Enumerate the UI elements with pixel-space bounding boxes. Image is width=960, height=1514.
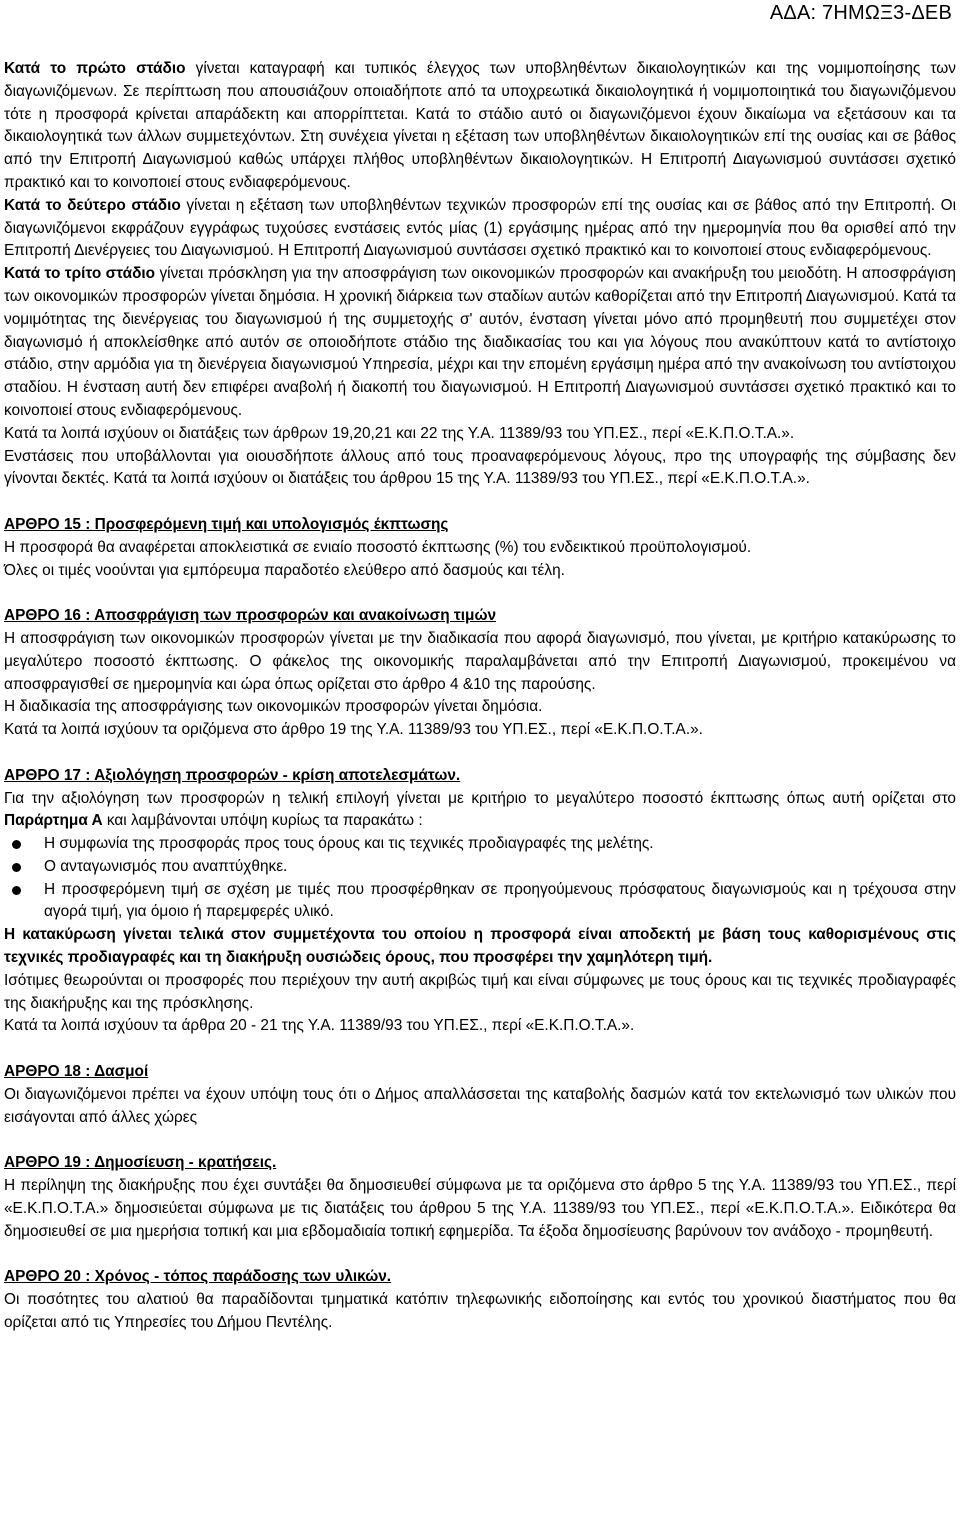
article-15-line-2: Όλες οι τιμές νοούνται για εμπόρευμα παραδοτέο ελεύθερο από δασμούς και τέλη. bbox=[4, 561, 565, 579]
article-17-paragraph-2: Ισότιμες θεωρούνται οι προσφορές που περιέχουν την αυτή ακριβώς τιμή και είναι σύμφωνες με τους όρους και τις τεχνικές προδιαγραφές της διακήρυξης και της πρόσκλησης. bbox=[4, 971, 956, 1012]
article-16-heading: ΑΡΘΡΟ 16 : Αποσφράγιση των προσφορών και ανακοίνωση τιμών bbox=[4, 607, 497, 625]
article-20-heading: ΑΡΘΡΟ 20 : Χρόνος - τόπος παράδοσης των υλικών. bbox=[4, 1268, 392, 1286]
paragraph-third-stage: Κατά το τρίτο στάδιο γίνεται πρόσκληση για την αποσφράγιση των οικονομικών προσφορών και ανακήρυξη του μειοδότη. Η αποσφράγιση των οικονομικών προσφορών γίνεται δημόσια. Η χρονική διάρκεια των σταδίων αυτών καθορίζεται από την Επιτροπή Διαγωνισμού. Κατά τα νομιμότητας της διενέργειας του διαγωνισμού ή της συμμετοχής σ' αυτόν, ένσταση γίνεται μόνο από προμηθευτή που συμμετέχει στον διαγωνισμό ή αποκλείσθηκε από αυτόν σε οποιοδήποτε στάδιο της διαδικασίας του και για λόγους που ανακύπτουν κατά το αντίστοιχο στάδιο, στην αρμόδια για τη διενέργεια διαγωνισμού Υπηρεσία, μέχρι και την επομένη εργάσιμη ημέρα από την ανακοίνωση του αντίστοιχου σταδίου. Η ένσταση αυτή δεν επιφέρει αναβολή ή διακοπή του διαγωνισμού. Η Επιτροπή Διαγωνισμού συντάσσει σχετικό πρακτικό και το κοινοποιεί στους ενδιαφερόμενους. bbox=[4, 265, 956, 419]
article-17-intro: Για την αξιολόγηση των προσφορών η τελική επιλογή γίνεται με κριτήριο το μεγαλύτερο ποσοστό έκπτωσης όπως αυτή ορίζεται στο Παράρτημα Α και λαμβάνονται υπόψη κυρίως τα παρακάτω : bbox=[4, 789, 956, 830]
paragraph-objections: Ενστάσεις που υποβάλλονται για οιουσδήποτε άλλους από τους προαναφερόμενους λόγους, προ της υπογραφής της σύμβασης δεν γίνονται δεκτές. Κατά τα λοιπά ισχύουν οι διατάξεις του άρθρου 15 της Υ.Α. 11389/93 του ΥΠ.ΕΣ., περί «Ε.Κ.Π.Ο.Τ.Α.». bbox=[4, 447, 956, 488]
article-17-heading: ΑΡΘΡΟ 17 : Αξιολόγηση προσφορών - κρίση αποτελεσμάτων. bbox=[4, 766, 461, 784]
article-19-heading: ΑΡΘΡΟ 19 : Δημοσίευση - κρατήσεις. bbox=[4, 1154, 277, 1172]
bold-lead: Κατά το δεύτερο στάδιο bbox=[4, 196, 181, 214]
paragraph-first-stage: Κατά το πρώτο στάδιο γίνεται καταγραφή και τυπικός έλεγχος των υποβληθέντων δικαιολογητικών και της νομιμοποίησης των διαγωνιζόμενων. Σε περίπτωση που απουσιάζουν οποιαδήποτε από τα υποχρεωτικά δικαιολογητικά ή νομιμοποιητικά του διαγωνιζόμενου τότε η προσφορά κρίνεται απαράδεκτη και απορρίπτεται. Κατά το στάδιο αυτό οι διαγωνιζόμενοι έχουν δικαίωμα να εξετάσουν και τα δικαιολογητικά των άλλων συμμετεχόντων. Στη συνέχεια γίνεται η εξέταση των υποβληθέντων δικαιολογητικών επί της ουσίας και σε βάθος από την Επιτροπή Διαγωνισμού καθώς υπάρχει πλήθος υποβληθέντων δικαιολογητικών. Η Επιτροπή Διαγωνισμού συντάσσει σχετικό πρακτικό και το κοινοποιεί στους ενδιαφερόμενους. bbox=[4, 60, 957, 191]
article-15-line-1: Η προσφορά θα αναφέρεται αποκλειστικά σε ενιαίο ποσοστό έκπτωσης (%) του ενδεικτικού προϋπολογισμού. bbox=[4, 538, 752, 556]
article-17-award-paragraph: Η κατακύρωση γίνεται τελικά στον συμμετέχοντα του οποίου η προσφορά είναι αποδεκτή με βάση τους καθορισμένους στις τεχνικές προδιαγραφές και τη διακήρυξη ουσιώδεις όρους, που προσφέρει την χαμηλότερη τιμή. bbox=[4, 926, 956, 967]
list-item: Ο ανταγωνισμός που αναπτύχθηκε. bbox=[44, 856, 956, 879]
document-body bbox=[4, 58, 956, 1335]
annex-a: Παράρτημα Α bbox=[4, 812, 103, 830]
article-19-paragraph: Η περίληψη της διακήρυξης που έχει συντάξει θα δημοσιευθεί σύμφωνα με τα οριζόμενα στο άρθρο 5 της Υ.Α. 11389/93 του ΥΠ.ΕΣ., περί «Ε.Κ.Π.Ο.Τ.Α.» δημοσιεύεται σύμφωνα με τις διατάξεις του άρθρου 5 της Υ.Α. 11389/93 του ΥΠ.ΕΣ., περί «Ε.Κ.Π.Ο.Τ.Α.». Ειδικότερα θα δημοσιευθεί σε μια ημερήσια τοπική και μια εβδομαδιαία τοπική εφημερίδα. Τα έξοδα δημοσίευσης βαρύνουν τον ανάδοχο - προμηθευτή. bbox=[4, 1177, 956, 1240]
list-item: Η συμφωνία της προσφοράς προς τους όρους και τις τεχνικές προδιαγραφές της μελέτης. bbox=[44, 833, 956, 856]
article-16-paragraph-1: Η αποσφράγιση των οικονομικών προσφορών γίνεται με την διαδικασία που αφορά διαγωνισμό, που γίνεται, με κριτήριο κατακύρωσης το μεγαλύτερο ποσοστό έκπτωσης. Ο φάκελος της οικονομικής παραλαμβάνεται από την Επιτροπή Διαγωνισμού, προκειμένου να αποσφραγισθεί σε ημερομηνία και ώρα όπως ορίζεται στο άρθρο 4 &10 της παρούσης. bbox=[4, 629, 956, 693]
bold-lead: Κατά το πρώτο στάδιο bbox=[4, 60, 186, 77]
article-16-paragraph-3: Κατά τα λοιπά ισχύουν τα οριζόμενα στο άρθρο 19 της Υ.Α. 11389/93 του ΥΠ.ΕΣ., περί «Ε.Κ.Π.Ο.Τ.Α.». bbox=[4, 721, 703, 739]
article-20-paragraph: Οι ποσότητες του αλατιού θα παραδίδονται τμηματικά κατόπιν τηλεφωνικής ειδοποίησης και εντός του χρονικού διαστήματος που θα ορίζεται από τις Υπηρεσίες του Δήμου Πεντέλης. bbox=[4, 1291, 956, 1331]
paragraph-provisions: Κατά τα λοιπά ισχύουν οι διατάξεις των άρθρων 19,20,21 και 22 της Υ.Α. 11389/93 του ΥΠ.ΕΣ., περί «Ε.Κ.Π.Ο.Τ.Α.». bbox=[4, 424, 795, 442]
paragraph-second-stage: Κατά το δεύτερο στάδιο γίνεται η εξέταση των υποβληθέντων τεχνικών προσφορών επί της ουσίας και σε βάθος από την Επιτροπή. Οι διαγωνιζόμενοι εκφράζουν εγγράφως τυχούσες ενστάσεις εντός μίας (1) εργάσιμης ημέρας από την ημερομηνία που θα ορισθεί από την Επιτροπή Διενέργειες του Διαγωνισμού. Η Επιτροπή Διαγωνισμού συντάσσει σχετικό πρακτικό και το κοινοποιεί στους ενδιαφερόμενους. bbox=[4, 196, 956, 260]
article-15-heading: ΑΡΘΡΟ 15 : Προσφερόμενη τιμή και υπολογισμός έκπτωσης bbox=[4, 515, 449, 533]
ada-code: ΑΔΑ: 7ΗΜΩΞ3-ΔΕΒ bbox=[769, 2, 952, 24]
article-16-paragraph-2: Η διαδικασία της αποσφράγισης των οικονομικών προσφορών γίνεται δημόσια. bbox=[4, 698, 543, 716]
article-17-criteria-list bbox=[4, 833, 956, 924]
article-18-heading: ΑΡΘΡΟ 18 : Δασμοί bbox=[4, 1063, 149, 1081]
list-item: Η προσφερόμενη τιμή σε σχέση με τιμές που προσφέρθηκαν σε προηγούμενους πρόσφατους διαγωνισμούς και η τρέχουσα στην αγορά τιμή, για όμοιο ή παρεμφερές υλικό. bbox=[44, 879, 956, 925]
bold-lead: Κατά το τρίτο στάδιο bbox=[4, 265, 156, 283]
article-18-paragraph: Οι διαγωνιζόμενοι πρέπει να έχουν υπόψη τους ότι ο Δήμος απαλλάσσεται της καταβολής δασμών κατά τον εκτελωνισμό των υλικών που εισάγονται από άλλες χώρες bbox=[4, 1085, 956, 1126]
article-17-paragraph-3: Κατά τα λοιπά ισχύουν τα άρθρα 20 - 21 της Υ.Α. 11389/93 του ΥΠ.ΕΣ., περί «Ε.Κ.Π.Ο.Τ.Α.». bbox=[4, 1017, 635, 1035]
